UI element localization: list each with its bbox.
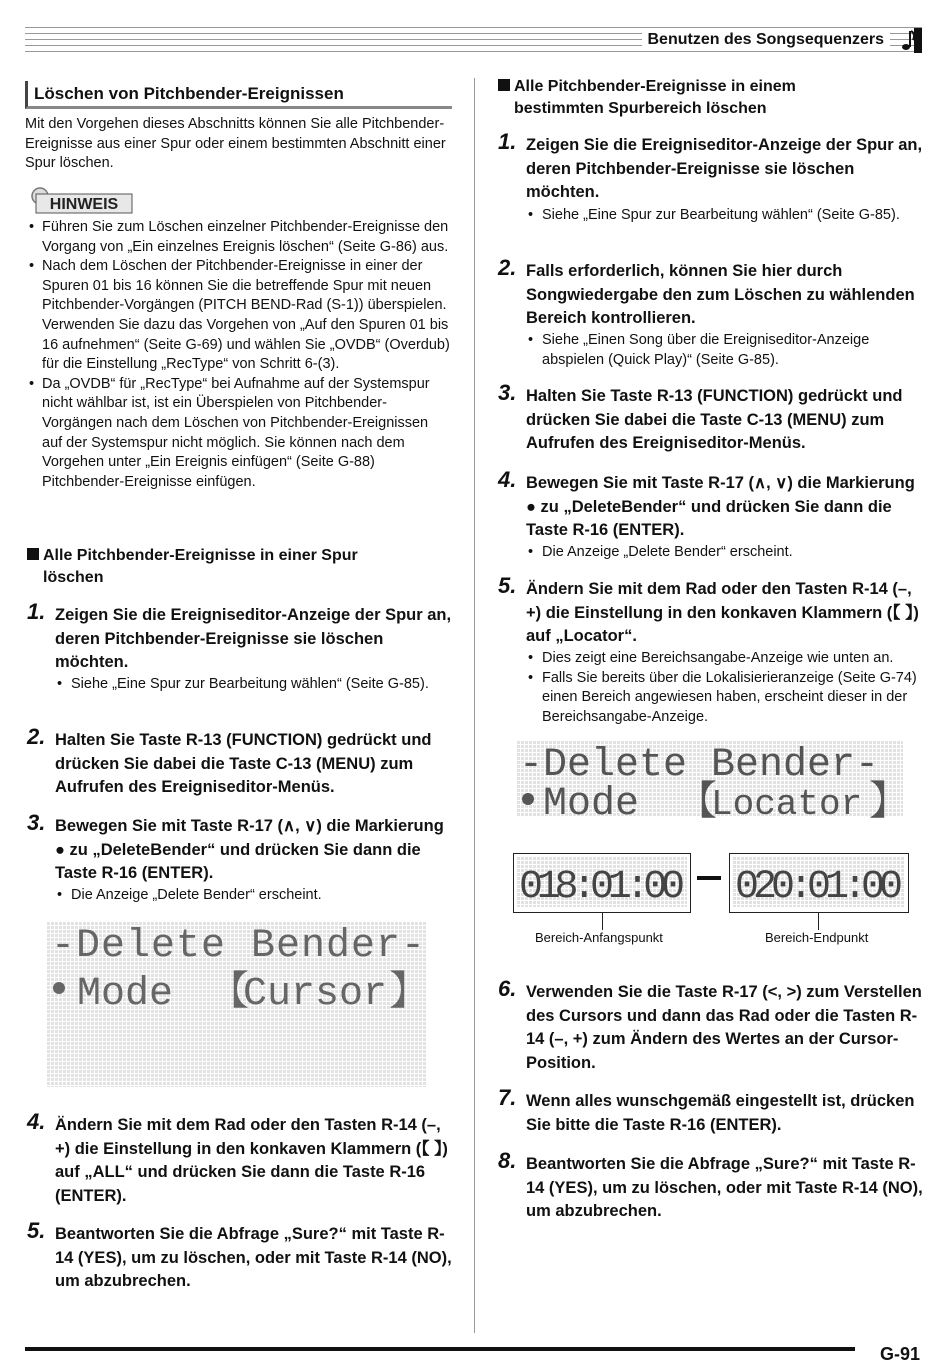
lcd-line-1: -Delete Bender- bbox=[519, 743, 880, 788]
lcd-line-2: Mode bbox=[543, 782, 640, 827]
selection-marker-icon bbox=[53, 982, 65, 994]
svg-text:】: 】 bbox=[869, 782, 909, 827]
step: 2. Falls erforderlich, können Sie hier durch Songwiedergabe den zum Löschen zu wählenden Bereich kontrollieren. bbox=[498, 255, 915, 327]
svg-text:【: 【 bbox=[209, 972, 249, 1017]
note-item: • Nach dem Löschen der Pitchbender-Ereignisse in einer der Spuren 01 bis 16 können Sie die betreffende Spur mit neuen Pitchbender-Vorgängen (PITCH BEND-Rad (S-1)) überspielen. Verwenden Sie dazu das Vorgehen von „Auf den Spuren 01 bis 16 aufnehmen“ (Seite G-69) und wählen Sie „OVDB“ (Overdub) für die Einstellung „RecType“ von Schritt 6-(3). bbox=[25, 257, 452, 375]
lcd-line-2-value: Cursor bbox=[243, 972, 388, 1017]
lcd-line-1: -Delete Bender- bbox=[51, 924, 427, 969]
step: 4. Ändern Sie mit dem Rad oder den Tasten R-14 (–, +) die Einstellung in den konkaven Klammern (【 】) auf „ALL“ und drücken Sie dann die Taste R-16 (ENTER). bbox=[27, 1109, 448, 1205]
end-point-value: 020:01:00 bbox=[735, 865, 903, 910]
lcd-line-2-value: Locator bbox=[711, 784, 863, 825]
step-note: • Dies zeigt eine Bereichsangabe-Anzeige wie unten an. • Falls Sie bereits über die Lokalisierieranzeige (Seite G-74) einen Bereich angewiesen haben, erscheint dieser in der Bereichsangabe-Anzeige. bbox=[498, 649, 923, 727]
hint-badge bbox=[28, 186, 134, 214]
step: 1. Zeigen Sie die Ereigniseditor-Anzeige der Spur an, deren Pitchbender-Ereignisse sie löschen möchten. bbox=[27, 599, 452, 671]
note-item: • Da „OVDB“ für „RecType“ bei Aufnahme auf der Systemspur nicht wählbar ist, ist ein Überspielen von Pitchbender-Vorgängen nach dem Löschen von Pitchbender-Ereignissen auf der Systemspur nicht möglich. Sie können nach dem Vorgehen unter „Ein Ereignis einfügen“ (Seite G-88) Pitchbender-Ereignisse einfügen. bbox=[25, 375, 452, 493]
sub-heading-track: Alle Pitchbender-Ereignisse in einer Spur löschen bbox=[27, 545, 452, 589]
start-point-value: 018:01:00 bbox=[519, 865, 685, 910]
step-note: • Die Anzeige „Delete Bender“ erscheint. bbox=[498, 543, 923, 563]
lcd-display-locator bbox=[517, 741, 909, 827]
step-note: • Siehe „Eine Spur zur Bearbeitung wählen“ (Seite G-85). bbox=[27, 675, 452, 695]
page-number: G-91 bbox=[880, 1344, 921, 1364]
range-dash bbox=[697, 876, 721, 880]
step: 3. Bewegen Sie mit Taste R-17 (∧, ∨) die Markierung ● zu „DeleteBender“ und drücken Sie dann die Taste R-16 (ENTER). bbox=[27, 810, 444, 882]
svg-text:【: 【 bbox=[677, 782, 717, 827]
intro-text: Mit den Vorgehen dieses Abschnitts können Sie alle Pitchbender-Ereignisse aus einer Spur oder einem bestimmten Abschnitt einer Spur löschen. bbox=[25, 116, 446, 171]
end-point-label: Bereich-Endpunkt bbox=[765, 930, 869, 945]
start-point-label: Bereich-Anfangspunkt bbox=[535, 930, 663, 945]
step: 4. Bewegen Sie mit Taste R-17 (∧, ∨) die Markierung ● zu „DeleteBender“ und drücken Sie dann die Taste R-16 (ENTER). bbox=[498, 467, 915, 539]
end-point-display bbox=[733, 857, 905, 910]
step: 7. Wenn alles wunschgemäß eingestellt ist, drücken Sie bitte die Taste R-16 (ENTER). bbox=[498, 1085, 915, 1134]
hint-notes bbox=[25, 218, 452, 492]
column-divider bbox=[474, 78, 475, 1333]
svg-text:】: 】 bbox=[389, 972, 429, 1017]
step: 2. Halten Sie Taste R-13 (FUNCTION) gedrückt und drücken Sie dabei die Taste C-13 (MENU) zum Aufrufen des Ereigniseditor-Menüs. bbox=[27, 724, 432, 796]
step: 8. Beantworten Sie die Abfrage „Sure?“ mit Taste R-14 (YES), um zu löschen, oder mit Taste R-14 (NO), um abzubrechen. bbox=[498, 1148, 923, 1220]
lcd-line-2: Mode bbox=[77, 972, 174, 1017]
section-title: Löschen von Pitchbender-Ereignissen bbox=[25, 81, 452, 109]
sub-heading-range: Alle Pitchbender-Ereignisse in einem bestimmten Spurbereich löschen bbox=[498, 76, 923, 120]
step-note: • Die Anzeige „Delete Bender“ erscheint. bbox=[27, 886, 452, 906]
lcd-display-cursor bbox=[47, 922, 427, 1087]
note-item: • Führen Sie zum Löschen einzelner Pitchbender-Ereignisse den Vorgang von „Ein einzelnes Ereignis löschen“ (Seite G-86) aus. bbox=[25, 218, 452, 257]
start-point-display bbox=[517, 857, 687, 910]
hint-label: HINWEIS bbox=[49, 196, 119, 213]
end-callout-line bbox=[818, 912, 819, 930]
step: 3. Halten Sie Taste R-13 (FUNCTION) gedrückt und drücken Sie dabei die Taste C-13 (MENU) zum Aufrufen des Ereigniseditor-Menüs. bbox=[498, 380, 903, 452]
header-bar bbox=[914, 28, 922, 53]
step: 1. Zeigen Sie die Ereigniseditor-Anzeige der Spur an, deren Pitchbender-Ereignisse sie löschen möchten. bbox=[498, 129, 923, 201]
footer-rule bbox=[25, 1347, 855, 1351]
step-note: • Siehe „Einen Song über die Ereigniseditor-Anzeige abspielen (Quick Play)“ (Seite G-85). bbox=[498, 331, 923, 370]
step-note: • Siehe „Eine Spur zur Bearbeitung wählen“ (Seite G-85). bbox=[498, 206, 923, 226]
step: 6. Verwenden Sie die Taste R-17 (<, >) zum Verstellen des Cursors und dann das Rad oder die Tasten R-14 (–, +) zum Ändern des Wertes an der Cursor-Position. bbox=[498, 976, 922, 1072]
selection-marker-icon bbox=[522, 793, 534, 805]
step: 5. Ändern Sie mit dem Rad oder den Tasten R-14 (–, +) die Einstellung in den konkaven Klammern (【 】) auf „Locator“. bbox=[498, 573, 919, 645]
header-title: Benutzen des Songsequenzers bbox=[642, 31, 891, 49]
step: 5. Beantworten Sie die Abfrage „Sure?“ mit Taste R-14 (YES), um zu löschen, oder mit Taste R-14 (NO), um abzubrechen. bbox=[27, 1218, 452, 1290]
start-callout-line bbox=[602, 912, 603, 930]
